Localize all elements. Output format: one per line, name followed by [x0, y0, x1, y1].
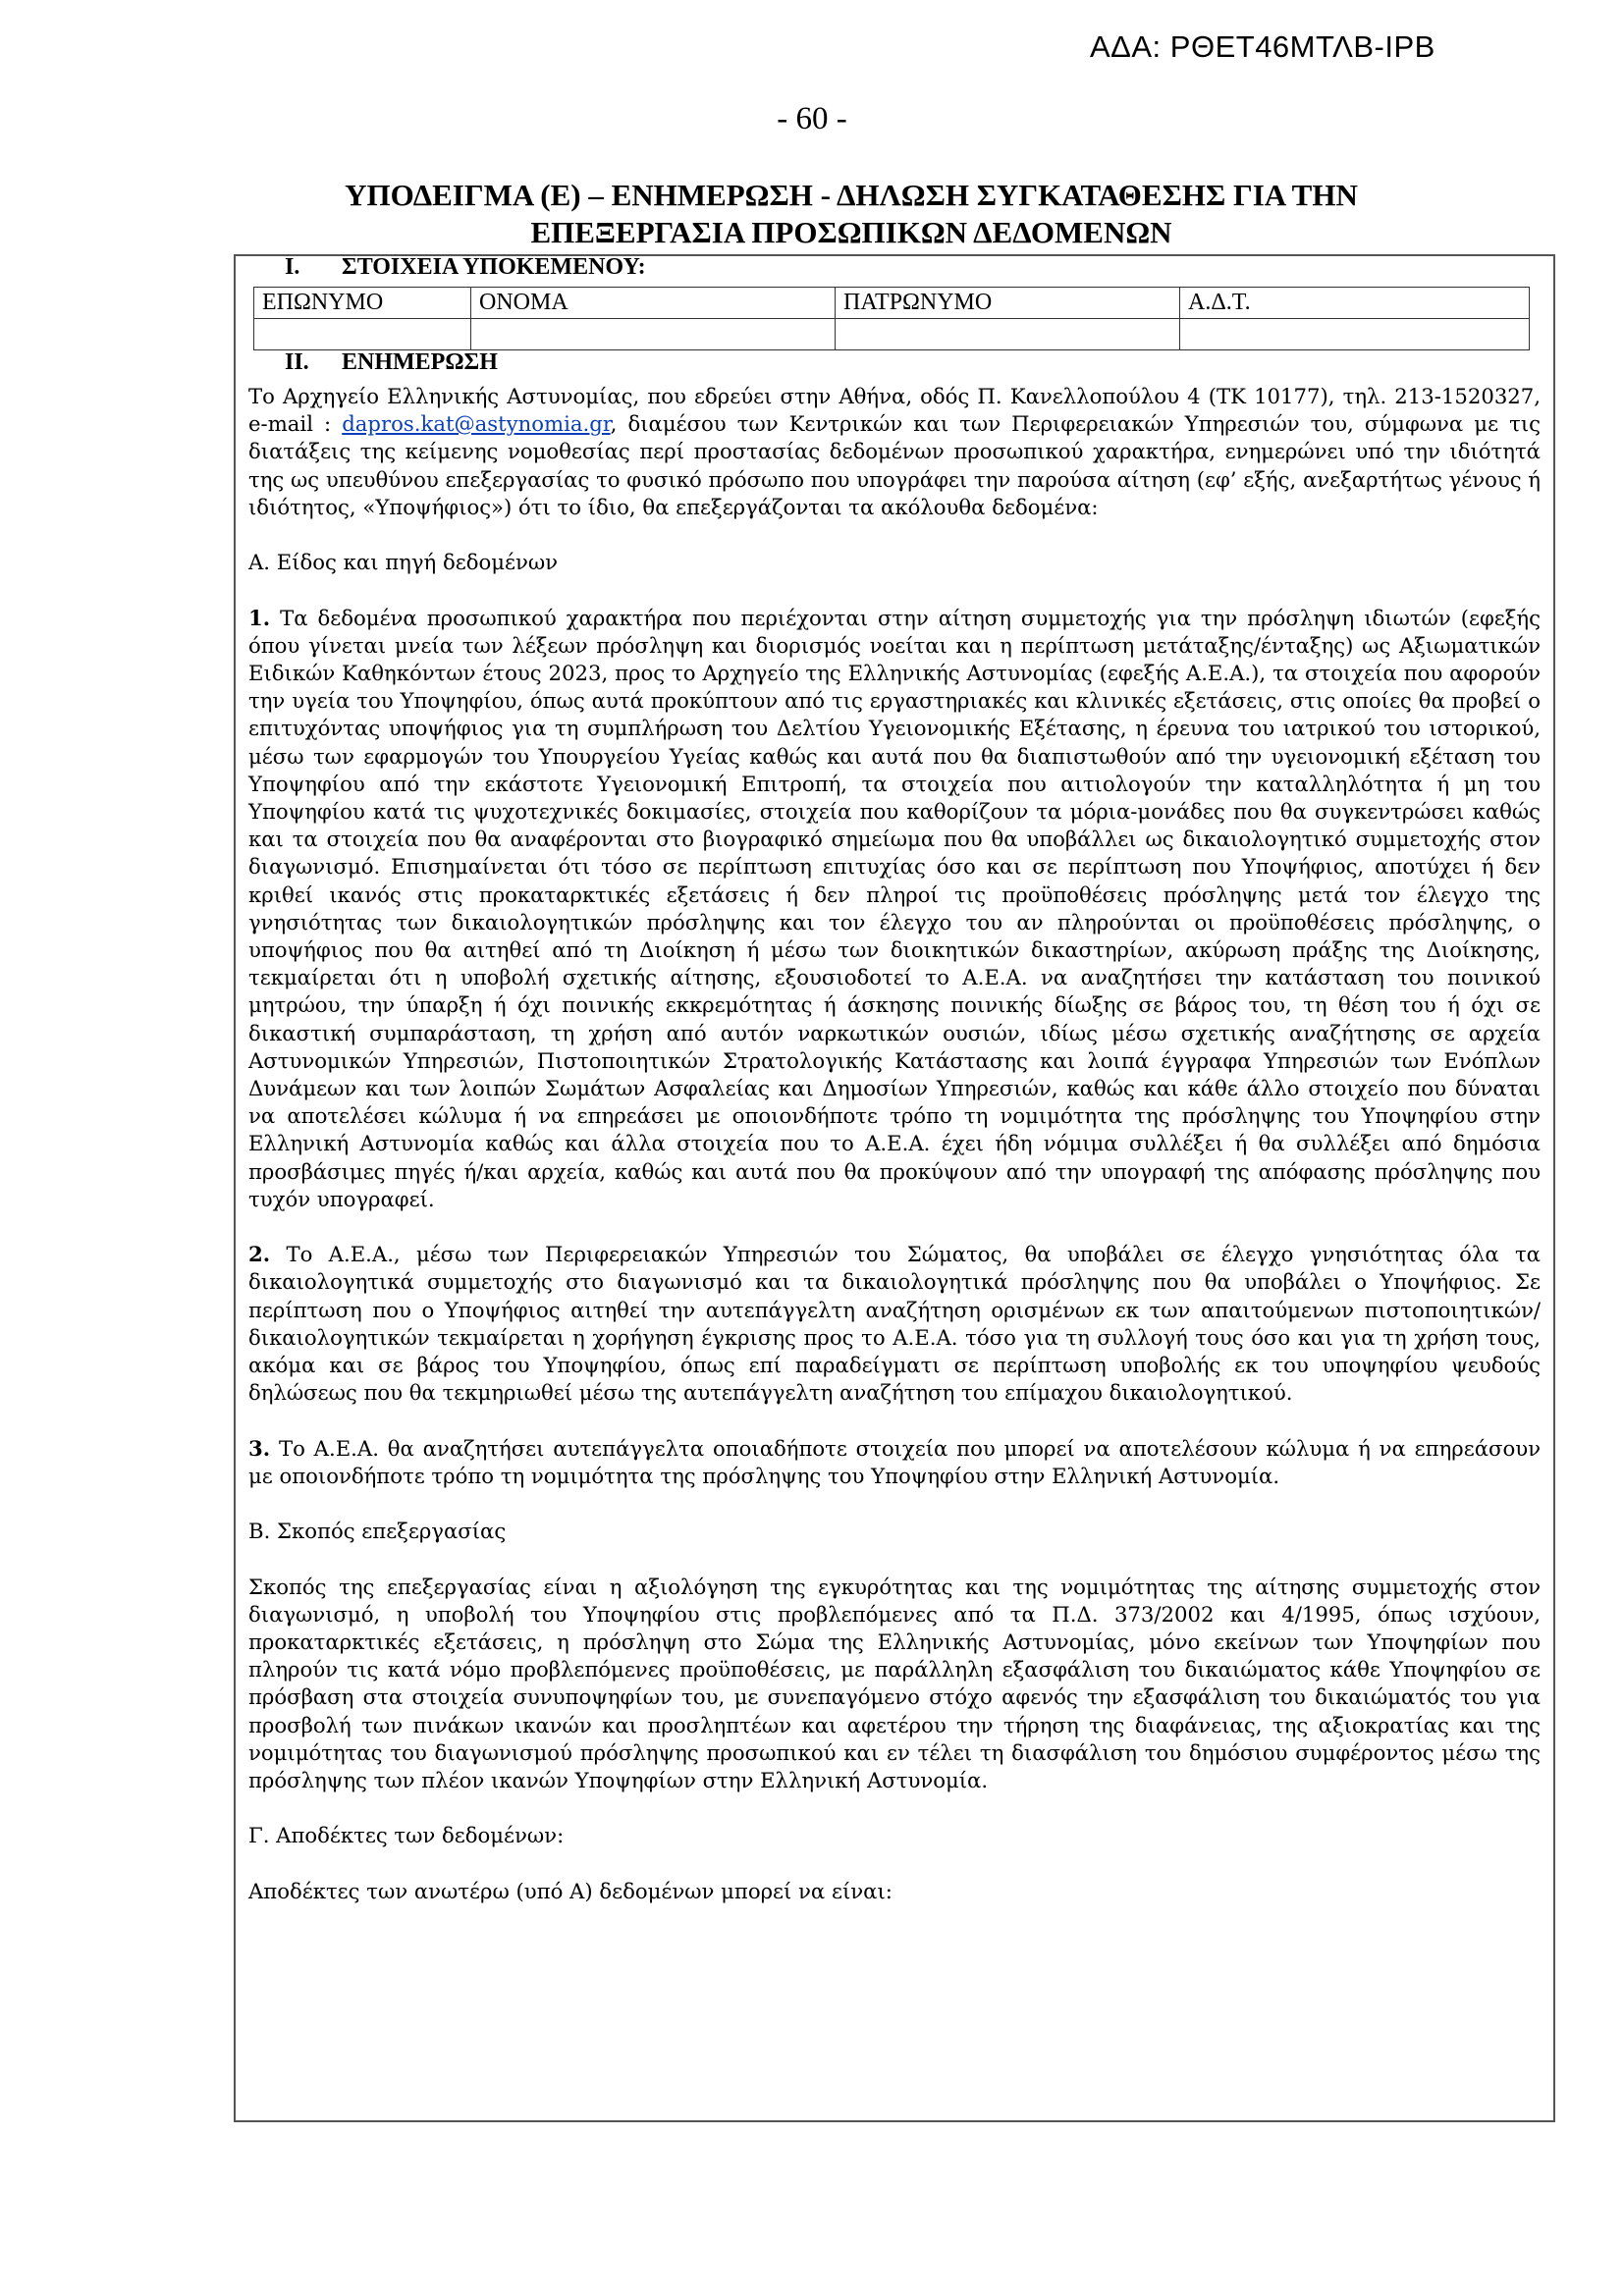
email-link[interactable]: dapros.kat@astynomia.gr	[342, 411, 611, 437]
title-line-2: ΕΠΕΞΕΡΓΑΣΙΑ ΠΡΟΣΩΠΙΚΩΝ ΔΕΔΟΜΕΝΩΝ	[530, 215, 1172, 249]
title-line-1: ΥΠΟΔΕΙΓΜΑ (Ε) – ΕΝΗΜΕΡΩΣΗ - ΔΗΛΩΣΗ ΣΥΓΚΑΤΑΘΕΣΗΣ ΓΙΑ ΤΗΝ	[345, 178, 1358, 212]
subject-table	[253, 287, 1530, 350]
document-title	[236, 177, 1467, 251]
section-1-heading: I. ΣΤΟΙΧΕΙΑ ΥΠΟΚΕΜΕΝΟΥ:	[285, 254, 646, 280]
column-fathers-name: ΠΑΤΡΩΝΥΜΟ	[836, 288, 1180, 319]
subheading-b: Β. Σκοπός επεξεργασίας	[248, 1519, 507, 1544]
id-number-field[interactable]	[1180, 319, 1530, 350]
name-field[interactable]	[471, 319, 836, 350]
section-2-heading: II. ΕΝΗΜΕΡΩΣΗ	[285, 349, 498, 375]
table-header-row	[254, 288, 1530, 319]
fathers-name-field[interactable]	[836, 319, 1180, 350]
surname-field[interactable]	[254, 319, 471, 350]
intro-paragraph: Το Αρχηγείο Ελληνικής Αστυνομίας, που εδρεύει στην Αθήνα, οδός Π. Κανελλοπούλου 4 (ΤΚ 10177), τηλ. 213-1520327, e-mail : dapros.kat@astynomia.gr, διαμέσου των Κεντρικών και των Περιφερειακών Υπηρεσιών του, σύμφωνα με τις διατάξεις της κείμενης νομοθεσίας περί προστασίας δεδομένων προσωπικού χαρακτήρα, ενημερώνει υπό την ιδιότητά της ως υπευθύνου επεξεργασίας το φυσικό πρόσωπο που υπογράφει την παρούσα αίτηση (εφ’ εξής, ανεξαρτήτως γένους ή ιδιότητος, «Υποψήφιος») ότι το ίδιο, θα επεξεργάζονται τα ακόλουθα δεδομένα:	[248, 384, 1542, 519]
subheading-a: Α. Είδος και πηγή δεδομένων	[248, 550, 558, 575]
paragraph-1: 1. Τα δεδομένα προσωπικού χαρακτήρα που περιέχονται στην αίτηση συμμετοχής για την πρόσληψη ιδιωτών (εφεξής όπου γίνεται μνεία των λέξεων πρόσληψη και διορισμός νοείται και η περίπτωση μετάταξης/ένταξης) ως Αξιωματικών Ειδικών Καθηκόντων έτους 2023, προς το Αρχηγείο της Ελληνικής Αστυνομίας (εφεξής Α.Ε.Α.), τα στοιχεία που αφορούν την υγεία του Υποψηφίου, όπως αυτά προκύπτουν από τις εργαστηριακές και κλινικές εξετάσεις, στις οποίες θα προβεί ο επιτυχόντας υποψήφιος για τη συμπλήρωση του Δελτίου Υγειονομικής Εξέτασης, η έρευνα του ιατρικού του ιστορικού, μέσω των εφαρμογών του Υπουργείου Υγείας καθώς και αυτά που θα διαπιστωθούν από την υγειονομική εξέταση του Υποψηφίου από την εκάστοτε Υγειονομική Επιτροπή, τα στοιχεία που αιτιολογούν την καταλληλότητα ή μη του Υποψηφίου κατά τις ψυχοτεχνικές δοκιμασίες, στοιχεία που καθορίζουν τα μόρια-μονάδες που θα συγκεντρώσει καθώς και τα στοιχεία που θα αναφέρονται στο βιογραφικό σημείωμα που θα υποβάλλει ως δικαιολογητικό συμμετοχής στον διαγωνισμό. Επισημαίνεται ότι τόσο σε περίπτωση επιτυχίας όσο και σε περίπτωση που Υποψήφιος, αποτύχει ή δεν κριθεί ικανός στις προκαταρκτικές εξετάσεις ή δεν πληροί τις προϋποθέσεις πρόσληψης μετά τον έλεγχο της γνησιότητας των δικαιολογητικών πρόσληψης και τον έλεγχο του αν πληρούνται οι προϋποθέσεις πρόσληψης, ο υποψήφιος που θα αιτηθεί από τη Διοίκηση ή μέσω των διοικητικών δικαστηρίων, ακύρωση πράξης της Διοίκησης, τεκμαίρεται ότι η υποβολή σχετικής αίτησης, εξουσιοδοτεί το Α.Ε.Α. να αναζητήσει την κατάσταση του ποινικού μητρώου, την ύπαρξη ή όχι ποινικής εκκρεμότητας ή άσκησης ποινικής δίωξης σε βάρος του, τη θέση του ή όχι σε δικαστική συμπαράσταση, τη χρήση από αυτόν ναρκωτικών ουσιών, ιδίως μέσω σχετικής αναζήτησης σε αρχεία Αστυνομικών Υπηρεσιών, Πιστοποιητικών Στρατολογικής Κατάστασης και λοιπά έγγραφα Υπηρεσιών των Ενόπλων Δυνάμεων και των λοιπών Σωμάτων Ασφαλείας και Δημοσίων Υπηρεσιών, καθώς και κάθε άλλο στοιχείο που δύναται να αποτελέσει κώλυμα ή να επηρεάσει με οποιονδήποτε τρόπο τη νομιμότητα της πρόσληψης του Υποψηφίου στην Ελληνική Αστυνομία καθώς και άλλα στοιχεία που το Α.Ε.Α. έχει ήδη νόμιμα συλλέξει ή θα συλλέξει από δημόσια προσβάσιμες πηγές ή/και αρχεία, καθώς και αυτά που θα προκύψουν από την υπογραφή της απόφασης πρόσληψης που τυχόν υπογραφεί.	[248, 605, 1541, 1211]
paragraph-b: Σκοπός της επεξεργασίας είναι η αξιολόγηση της εγκυρότητας και της νομιμότητας της αίτησης συμμετοχής στον διαγωνισμό, η υποβολή του Υποψηφίου στις προβλεπόμενες από τα Π.Δ. 373/2002 και 4/1995, όπως ισχύουν, προκαταρκτικές εξετάσεις, η πρόσληψη στο Σώμα της Ελληνικής Αστυνομίας, μόνο εκείνων των Υποψηφίων που πληρούν τις κατά νόμο προβλεπόμενες προϋποθέσεις, με παράλληλη εξασφάλιση του δικαιώματος κάθε Υποψηφίου σε πρόσβαση στα στοιχεία συνυποψηφίων του, με συνεπαγόμενο στόχο αφενός την εξασφάλιση του δικαιώματός του για προσβολή των πινάκων ικανών και προσληπτέων και αφετέρου την τήρηση της διαφάνειας, της αξιοκρατίας και της νομιμότητας του διαγωνισμού πρόσληψης προσωπικού και εν τέλει τη διασφάλιση του δημόσιου συμφέροντος μέσω της πρόσληψης των πλέον ικανών Υποψηφίων στην Ελληνική Αστυνομία.	[248, 1574, 1541, 1793]
subheading-c: Γ. Αποδέκτες των δεδομένων:	[248, 1823, 565, 1848]
column-surname: ΕΠΩΝΥΜΟ	[254, 288, 471, 319]
column-name: ΟΝΟΜΑ	[471, 288, 836, 319]
ada-code: ΑΔΑ: ΡΘΕΤ46ΜΤΛΒ-ΙΡΒ	[1090, 29, 1435, 64]
information-body	[248, 383, 1541, 1933]
paragraph-3: 3. Το Α.Ε.Α. θα αναζητήσει αυτεπάγγελτα οποιαδήποτε στοιχεία που μπορεί να αποτελέσουν κώλυμα ή να επηρεάσουν με οποιονδήποτε τρόπο τη νομιμότητα της πρόσληψης του Υποψηφίου στην Ελληνική Αστυνομία.	[248, 1435, 1541, 1488]
paragraph-c: Αποδέκτες των ανωτέρω (υπό Α) δεδομένων μπορεί να είναι:	[248, 1878, 893, 1903]
table-entry-row	[254, 319, 1530, 350]
paragraph-2: 2. Το Α.Ε.Α., μέσω των Περιφερειακών Υπηρεσιών του Σώματος, θα υποβάλει σε έλεγχο γνησιότητας όλα τα δικαιολογητικά συμμετοχής στο διαγωνισμό και τα δικαιολογητικά πρόσληψης που θα υποβάλει ο Υποψήφιος. Σε περίπτωση που ο Υποψήφιος αιτηθεί την αυτεπάγγελτη αναζήτηση ορισμένων εκ των απαιτούμενων πιστοποιητικών/δικαιολογητικών τεκμαίρεται η χορήγηση έγκρισης προς το Α.Ε.Α. τόσο για τη συλλογή τους όσο και για τη χρήση τους, ακόμα και σε βάρος του Υποψηφίου, όπως επί παραδείγματι σε περίπτωση υποβολής εκ του υποψηφίου ψευδούς δηλώσεως που θα τεκμηριωθεί μέσω της αυτεπάγγελτη αναζήτηση του επίμαχου δικαιολογητικού.	[248, 1242, 1541, 1406]
page-number: - 60 -	[777, 101, 847, 136]
column-id-number: Α.Δ.Τ.	[1180, 288, 1530, 319]
